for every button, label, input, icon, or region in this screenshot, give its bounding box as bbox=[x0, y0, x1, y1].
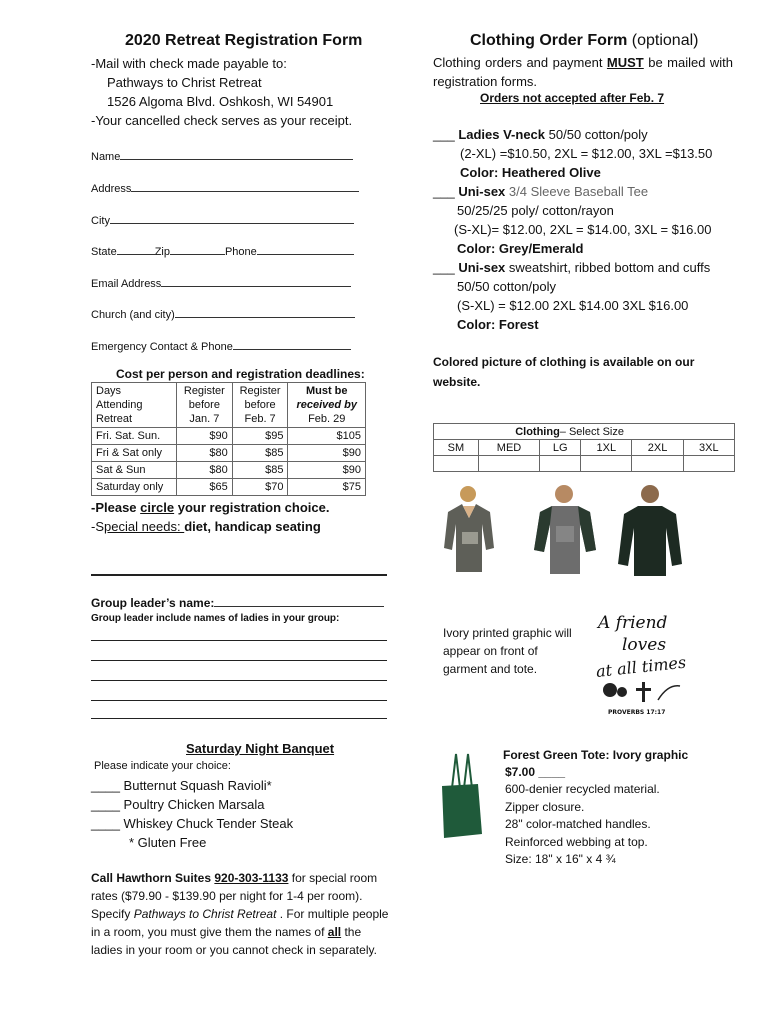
table-cell: $85 bbox=[232, 445, 288, 462]
cost-header-feb7: Register before Feb. 7 bbox=[232, 383, 288, 428]
cost-table bbox=[91, 382, 366, 496]
svg-text:at all times: at all times bbox=[595, 652, 687, 681]
registration-title: 2020 Retreat Registration Form bbox=[125, 32, 363, 49]
table-cell: $90 bbox=[288, 445, 366, 462]
gluten-note: * Gluten Free bbox=[129, 835, 207, 850]
clothing-deadline: Orders not accepted after Feb. 7 bbox=[480, 91, 665, 105]
size-entry-row[interactable] bbox=[434, 456, 735, 472]
phone-label: Phone bbox=[224, 246, 257, 258]
receipt-line: -Your cancelled check serves as your receipt. bbox=[91, 113, 353, 128]
table-cell: $95 bbox=[232, 428, 288, 445]
website-note: Colored picture of clothing is available on our website. bbox=[433, 355, 695, 389]
payee: Pathways to Christ Retreat bbox=[107, 75, 262, 90]
group-leader-field[interactable] bbox=[91, 595, 384, 610]
city-label: City bbox=[91, 215, 110, 227]
clothing-items bbox=[433, 125, 753, 334]
table-cell: Sat & Sun bbox=[92, 462, 177, 479]
group-member-line[interactable] bbox=[91, 700, 387, 701]
ladies-vneck-photo bbox=[444, 486, 494, 572]
group-leader-note: Group leader include names of ladies in your group: bbox=[91, 613, 340, 624]
tote-bag-photo bbox=[440, 748, 484, 840]
table-cell: Saturday only bbox=[92, 479, 177, 496]
emergency-contact-field[interactable] bbox=[91, 337, 351, 353]
size-entry-cell[interactable] bbox=[540, 456, 581, 472]
church-field[interactable] bbox=[91, 305, 355, 321]
table-cell: $105 bbox=[288, 428, 366, 445]
graphic-note: Ivory printed graphic will appear on front of garment and tote. bbox=[443, 626, 572, 676]
tote-details bbox=[505, 781, 660, 869]
special-needs: -Special needs: diet, handicap seating bbox=[91, 519, 321, 534]
clothing-title: Clothing Order Form (optional) bbox=[470, 32, 699, 49]
size-label: LG bbox=[540, 440, 581, 456]
item-material: 50/25/25 poly/ cotton/rayon bbox=[457, 203, 614, 218]
size-entry-cell[interactable] bbox=[683, 456, 734, 472]
email-label: Email Address bbox=[91, 278, 162, 290]
group-leader-label: Group leader’s name: bbox=[91, 596, 215, 610]
size-entry-cell[interactable] bbox=[478, 456, 539, 472]
svg-text:PROVERBS 17:17: PROVERBS 17:17 bbox=[608, 709, 666, 716]
cost-header-days: Days Attending Retreat bbox=[92, 383, 177, 428]
size-label: MED bbox=[478, 440, 539, 456]
tote-price[interactable]: $7.00 ____ bbox=[505, 765, 566, 779]
size-entry-cell[interactable] bbox=[581, 456, 632, 472]
size-entry-cell[interactable] bbox=[632, 456, 683, 472]
tote-detail: 28" color-matched handles. bbox=[505, 817, 651, 831]
table-cell: $80 bbox=[177, 445, 233, 462]
baseball-tee-photo bbox=[534, 485, 596, 574]
church-label: Church (and city) bbox=[91, 309, 175, 321]
mail-address: 1526 Algoma Blvd. Oshkosh, WI 54901 bbox=[107, 94, 334, 109]
table-cell: $65 bbox=[177, 479, 233, 496]
clothing-intro: Clothing orders and payment MUST be mailed with registration forms. bbox=[433, 55, 733, 89]
mailing-instructions bbox=[91, 54, 352, 130]
clothing-photos bbox=[436, 484, 696, 578]
table-cell: $90 bbox=[288, 462, 366, 479]
sweatshirt-photo bbox=[618, 485, 682, 576]
size-entry-cell[interactable] bbox=[434, 456, 479, 472]
svg-text:A friend: A friend bbox=[598, 613, 668, 633]
mail-line: -Mail with check made payable to: bbox=[91, 56, 287, 71]
item-material: 50/50 cotton/poly bbox=[457, 279, 557, 294]
tote-title: Forest Green Tote: Ivory graphic bbox=[503, 748, 689, 762]
city-field[interactable] bbox=[91, 211, 354, 227]
email-field[interactable] bbox=[91, 274, 351, 290]
item-ladies-vneck[interactable]: ___ Ladies V-neck 50/50 cotton/poly bbox=[433, 127, 648, 142]
item-sweatshirt[interactable]: ___ Uni-sex sweatshirt, ribbed bottom and cuffs bbox=[433, 260, 711, 275]
table-cell: Fri. Sat. Sun. bbox=[92, 428, 177, 445]
table-cell: Fri & Sat only bbox=[92, 445, 177, 462]
signature-line[interactable] bbox=[91, 574, 387, 576]
cost-header-jan: Register before Jan. 7 bbox=[177, 383, 233, 428]
tote-detail: Reinforced webbing at top. bbox=[505, 834, 648, 849]
banquet-option[interactable]: ____ Butternut Squash Ravioli* bbox=[91, 778, 272, 793]
size-labels-row bbox=[434, 440, 735, 456]
item-baseball-tee[interactable]: ___ Uni-sex 3/4 Sleeve Baseball Tee bbox=[433, 184, 649, 199]
item-prices: (2-XL) =$10.50, 2XL = $12.00, 3XL =$13.50 bbox=[460, 146, 713, 161]
banquet-options bbox=[91, 776, 293, 852]
table-row[interactable] bbox=[92, 462, 366, 479]
banquet-instruction: Please indicate your choice: bbox=[94, 760, 231, 772]
cost-header-feb29: Must be received by Feb. 29 bbox=[288, 383, 366, 428]
banquet-option[interactable]: ____ Whiskey Chuck Tender Steak bbox=[91, 816, 294, 831]
table-row[interactable] bbox=[92, 428, 366, 445]
table-row[interactable] bbox=[92, 479, 366, 496]
item-color: Color: Heathered Olive bbox=[460, 165, 601, 180]
tote-detail: Zipper closure. bbox=[505, 799, 585, 814]
table-cell: $85 bbox=[232, 462, 288, 479]
emergency-label: Emergency Contact & Phone bbox=[91, 341, 233, 353]
name-label: Name bbox=[91, 151, 121, 163]
circle-instruction: -Please circle your registration choice. bbox=[91, 500, 330, 515]
table-cell: $70 bbox=[232, 479, 288, 496]
group-member-line[interactable] bbox=[91, 680, 387, 681]
tote-detail: Size: 18" x 16" x 4 ¾ bbox=[505, 852, 616, 866]
cost-table-title: Cost per person and registration deadlines: bbox=[116, 367, 365, 381]
cost-header-row bbox=[92, 383, 366, 428]
size-label: SM bbox=[434, 440, 479, 456]
size-table bbox=[433, 423, 735, 472]
tote-detail: 600-denier recycled material. bbox=[505, 782, 660, 796]
item-color: Color: Grey/Emerald bbox=[457, 241, 584, 256]
table-row[interactable] bbox=[92, 445, 366, 462]
hotel-info: Call Hawthorn Suites 920-303-1133 for special room rates ($79.90 - $139.90 per night for 1-4 per room). Specify Pathways to Christ Retreat . For multiple people in a room, you must give them the names of all the ladies in your room or you cannot check in separately. bbox=[91, 871, 389, 957]
zip-label: Zip bbox=[154, 246, 170, 258]
address-label: Address bbox=[91, 183, 132, 195]
name-field[interactable] bbox=[91, 147, 366, 163]
size-table-header: Clothing– Select Size bbox=[434, 424, 735, 440]
size-label: 3XL bbox=[683, 440, 734, 456]
banquet-option[interactable]: ____ Poultry Chicken Marsala bbox=[91, 797, 265, 812]
group-member-line[interactable] bbox=[91, 640, 387, 641]
item-prices: (S-XL)= $12.00, 2XL = $14.00, 3XL = $16.00 bbox=[454, 222, 712, 237]
friend-graphic-logo bbox=[594, 604, 698, 716]
svg-text:loves: loves bbox=[622, 635, 667, 655]
item-color: Color: Forest bbox=[457, 317, 539, 332]
table-cell: $80 bbox=[177, 462, 233, 479]
group-member-line[interactable] bbox=[91, 660, 387, 661]
table-cell: $75 bbox=[288, 479, 366, 496]
state-zip-phone-field[interactable] bbox=[91, 242, 354, 258]
size-label: 1XL bbox=[581, 440, 632, 456]
item-prices: (S-XL) = $12.00 2XL $14.00 3XL $16.00 bbox=[457, 298, 689, 313]
group-member-line[interactable] bbox=[91, 718, 387, 719]
address-field[interactable] bbox=[91, 179, 359, 195]
banquet-title: Saturday Night Banquet bbox=[186, 741, 335, 756]
state-label: State bbox=[91, 246, 117, 258]
table-cell: $90 bbox=[177, 428, 233, 445]
size-label: 2XL bbox=[632, 440, 683, 456]
